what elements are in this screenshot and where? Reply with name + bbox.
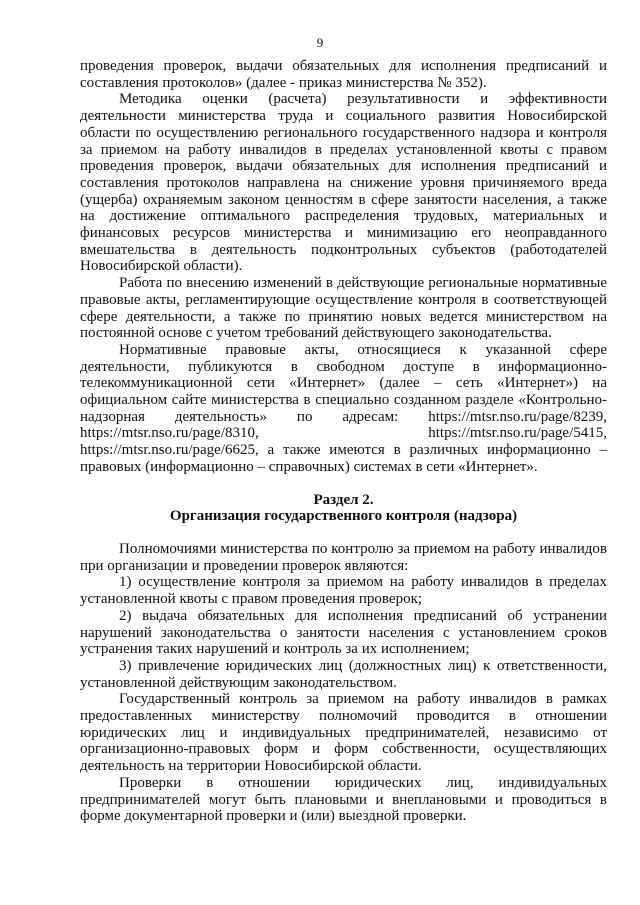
section-title: Организация государственного контроля (надзора) — [169, 508, 518, 525]
document-body — [80, 58, 607, 825]
paragraph-inspections: Проверки в отношении юридических лиц, индивидуальных предпринимателей могут быть плановыми и внеплановыми и проводиться в форме документарной проверки и (или) выездной проверки. — [80, 774, 607, 825]
paragraph-regulatory-work: Работа по внесению изменений в действующие региональные нормативные правовые акты, регламентирующие осуществление контроля в соответствующей сфере деятельности, а также по принятию новых ведется министерством на постоянной основе с учетом требований действующего законодательства. — [80, 275, 607, 342]
section-label: Раздел 2. — [313, 491, 374, 508]
list-item-3: 3) привлечение юридических лиц (должностных лиц) к ответственности, установленной действующим законодательством. — [80, 657, 607, 691]
paragraph-publication: Нормативные правовые акты, относящиеся к указанной сфере деятельности, публикуются в свободном доступе в информационно-телекоммуникационной сети «Интернет» (далее – сеть «Интернет») на официальном сайте министерства в специально созданном разделе «Контрольно-надзорная деятельность» по адресам: https://mtsr.nso.ru/page/8239, https://mtsr.nso.ru/page/8310, https://mtsr.nso.ru/page/5415, https://mtsr.nso.ru/page/6625, а также имеются в различных информационно – правовых (информационно – справочных) системах в сети «Интернет». — [80, 341, 607, 475]
paragraph-methodology: Методика оценки (расчета) результативности и эффективности деятельности министерства труда и социального развития Новосибирской области по осуществлению регионального государственного надзора и контроля за приемом на работу инвалидов в пределах установленной квоты с правом проведения проверок, выдачи обязательных для исполнения предписаний и составления протоколов направлена на снижение уровня причиняемого вреда (ущерба) охраняемым законом ценностям в сфере занятости населения, а также на достижение оптимального распределения трудовых, материальных и финансовых ресурсов министерства и минимизацию его неоправданного вмешательства в деятельность подконтрольных субъектов (работодателей Новосибирской области). — [80, 91, 607, 275]
paragraph-powers-intro: Полномочиями министерства по контролю за приемом на работу инвалидов при организации и проведении проверок являются: — [80, 540, 607, 574]
list-item-1: 1) осуществление контроля за приемом на работу инвалидов в пределах установленной квоты с правом проведения проверок; — [80, 574, 607, 608]
section-heading — [80, 492, 607, 525]
paragraph-continuation: проведения проверок, выдачи обязательных для исполнения предписаний и составления протоколов» (далее - приказ министерства № 352). — [80, 58, 607, 91]
list-item-2: 2) выдача обязательных для исполнения предписаний об устранении нарушений законодательства о занятости населения с установлением сроков устранения таких нарушений и контроль за их исполнением; — [80, 607, 607, 658]
paragraph-state-control: Государственный контроль за приемом на работу инвалидов в рамках предоставленных министерству полномочий проводится в отношении юридических лиц и индивидуальных предпринимателей, независимо от организационно-правовых форм и форм собственности, осуществляющих деятельность на территории Новосибирской области. — [80, 691, 607, 775]
page-number: 9 — [316, 35, 324, 50]
